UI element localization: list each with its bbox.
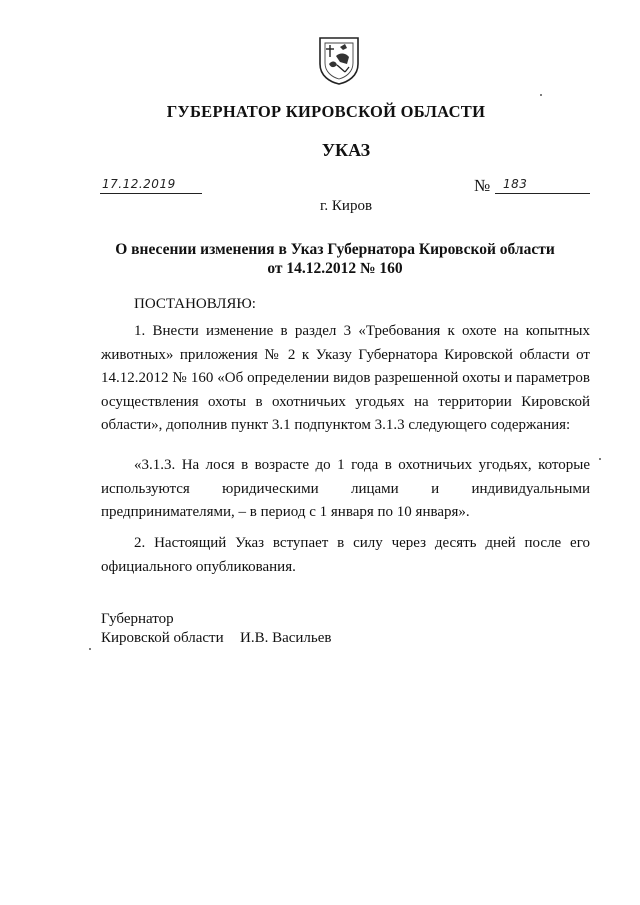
number-sign: № <box>474 176 491 195</box>
scan-speck <box>599 458 601 460</box>
handwritten-number: 183 <box>503 177 528 191</box>
coat-of-arms-emblem <box>316 34 362 86</box>
scan-speck <box>89 648 91 650</box>
paragraph-1: 1. Внести изменение в раздел 3 «Требования к охоте на копытных животных» приложения № 2 к Указу Губернатора Кировской области от 14.12.2012 № 160 «Об определении видов разрешенной охоты и параметров осуществления охоты в охотничьих угодьях на территории Кировской области», дополнив пункт 3.1 подпунктом 3.1.3 следующего содержания: <box>101 323 590 433</box>
decree-word: ПОСТАНОВЛЯЮ: <box>134 296 256 312</box>
document-type: УКАЗ <box>321 140 371 160</box>
subject-line-1: О внесении изменения в Указ Губернатора Кировской области <box>115 241 555 258</box>
handwritten-date: 17.12.2019 <box>102 177 176 191</box>
scan-speck <box>540 94 542 96</box>
signer-title-line-2: Кировской области <box>101 630 224 646</box>
signer-title-line-1: Губернатор <box>101 611 174 627</box>
paragraph-quote: «3.1.3. На лося в возрасте до 1 года в охотничьих угодьях, которые используются юридическими лицами и индивидуальными предпринимателями, – в период с 1 января по 10 января». <box>101 457 590 520</box>
city: г. Киров <box>319 198 373 214</box>
paragraph-2: 2. Настоящий Указ вступает в силу через десять дней после его официального опубликования. <box>101 535 590 575</box>
issuing-authority: ГУБЕРНАТОР КИРОВСКОЙ ОБЛАСТИ <box>166 102 486 121</box>
subject-line-2: от 14.12.2012 № 160 <box>267 260 403 277</box>
date-field <box>100 179 202 194</box>
number-field <box>495 179 590 194</box>
document-subject <box>115 240 555 278</box>
signer-name: И.В. Васильев <box>240 630 332 646</box>
